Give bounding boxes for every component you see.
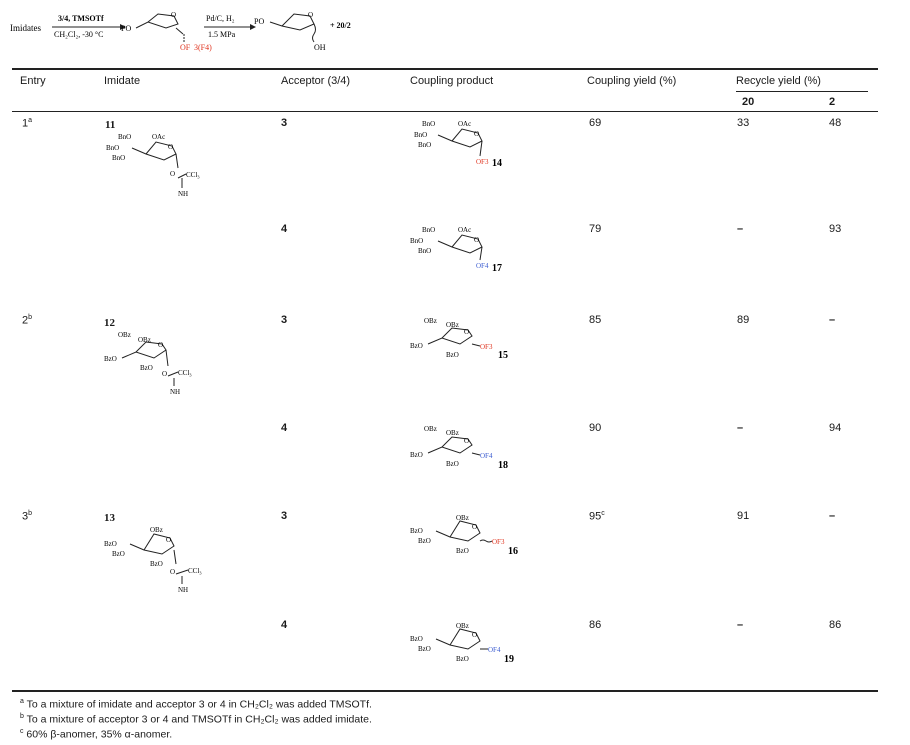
footnote-b: $^b$ To a mixture of acceptor 3 or 4 and TMSOTf in CH₂Cl₂ was added imidate. (20, 713, 372, 726)
recycle-20-cell: – (737, 223, 744, 235)
svg-text:BnO: BnO (418, 247, 432, 255)
product-number: 14 (492, 158, 502, 169)
svg-text:BnO: BnO (106, 144, 120, 152)
svg-text:CCl₃: CCl₃ (188, 567, 202, 575)
header-bottom-rule (12, 111, 878, 112)
product-number: 17 (492, 263, 502, 274)
coupling-yield-cell: 90 (589, 422, 602, 434)
oh-label: OH (314, 43, 326, 52)
imidate-11-structure (100, 130, 210, 202)
svg-text:OBz: OBz (150, 526, 163, 534)
recycle-2-cell: – (829, 510, 836, 522)
svg-text:O: O (474, 130, 480, 138)
header-coupling-yield: Coupling yield (%) (587, 75, 677, 87)
recycle-20-cell: – (737, 619, 744, 631)
product-number: 18 (498, 460, 508, 471)
arrow2-top: Pd/C, H₂ (206, 14, 235, 23)
recycle-2-cell: – (829, 314, 836, 326)
svg-text:BzO: BzO (410, 451, 423, 459)
svg-text:BzO: BzO (410, 527, 423, 535)
imidate-number: 12 (104, 317, 115, 329)
imidate-number: 13 (104, 512, 115, 524)
plus-recycle: + 20/2 (330, 21, 351, 30)
svg-text:BzO: BzO (446, 351, 459, 359)
svg-text:BzO: BzO (112, 550, 125, 558)
coupling-yield-cell: 79 (589, 223, 602, 235)
svg-text:O: O (170, 170, 176, 178)
arrow1-bottom: CH₂Cl₂, -30 °C (54, 30, 104, 39)
svg-text:O: O (158, 341, 164, 349)
svg-text:OAc: OAc (152, 133, 166, 141)
svg-text:BzO: BzO (446, 460, 459, 468)
svg-text:OF3: OF3 (476, 158, 489, 166)
product-number: 15 (498, 350, 508, 361)
recycle-20-cell: 89 (737, 314, 750, 326)
footnote-a: $^a$ To a mixture of imidate and acceptor 3 or 4 in CH₂Cl₂ was added TMSOTf. (20, 698, 372, 711)
svg-text:BnO: BnO (414, 131, 428, 139)
po-label-1: PO (121, 24, 132, 33)
imidate-13-structure (102, 522, 222, 596)
product-16-structure (408, 510, 532, 560)
anomeric-sub-tail: 3(F4) (194, 43, 212, 52)
acceptor-cell: 3 (281, 314, 288, 326)
svg-text:OF4: OF4 (488, 646, 501, 654)
entry-cell: 3$^b$ (22, 510, 33, 523)
svg-text:BzO: BzO (456, 655, 469, 663)
header-product: Coupling product (410, 75, 494, 87)
svg-text:BnO: BnO (112, 154, 126, 162)
header-recycle-2: 2 (829, 96, 836, 108)
footnote-c: $^c$ 60% β-anomer, 35% α-anomer. (20, 728, 173, 741)
svg-text:BzO: BzO (140, 364, 153, 372)
product-number: 19 (504, 654, 514, 665)
coupling-yield-cell: 95$^c$ (589, 510, 605, 523)
scheme-start: Imidates (10, 23, 41, 33)
acceptor-cell: 4 (281, 422, 288, 434)
svg-text:OF4: OF4 (476, 262, 489, 270)
svg-text:OBz: OBz (456, 622, 469, 630)
svg-text:BzO: BzO (418, 645, 431, 653)
header-recycle-20: 20 (742, 96, 755, 108)
svg-text:BnO: BnO (418, 141, 432, 149)
svg-text:OBz: OBz (446, 429, 459, 437)
product-14-structure (414, 118, 524, 174)
svg-text:BzO: BzO (418, 537, 431, 545)
svg-text:NH: NH (178, 586, 189, 594)
arrow1-top: 3/4, TMSOTf (58, 14, 104, 23)
product-17-structure (410, 224, 520, 280)
coupling-yield-cell: 85 (589, 314, 602, 326)
svg-text:CCl₃: CCl₃ (186, 171, 200, 179)
recycle-2-cell: 93 (829, 223, 842, 235)
header-recycle-yield: Recycle yield (%) (736, 75, 821, 87)
svg-text:OBz: OBz (424, 317, 437, 325)
imidate-12-structure (102, 328, 212, 398)
svg-text:O: O (464, 437, 470, 445)
svg-text:O: O (166, 536, 172, 544)
svg-text:OAc: OAc (458, 120, 472, 128)
recycle-20-cell: – (737, 422, 744, 434)
svg-text:OBz: OBz (424, 425, 437, 433)
svg-text:OF4: OF4 (480, 452, 493, 460)
svg-text:BnO: BnO (422, 226, 436, 234)
svg-text:OAc: OAc (458, 226, 472, 234)
recycle-subrule (736, 91, 868, 92)
svg-text:OBz: OBz (446, 321, 459, 329)
header-entry: Entry (20, 75, 46, 87)
recycle-2-cell: 48 (829, 117, 842, 129)
table-bottom-rule (12, 690, 878, 692)
product-number: 16 (508, 546, 518, 557)
svg-text:OBz: OBz (138, 336, 151, 344)
svg-text:O: O (171, 11, 177, 19)
recycle-2-cell: 94 (829, 422, 842, 434)
product-15-structure (408, 314, 528, 364)
recycle-20-cell: 33 (737, 117, 750, 129)
svg-text:O: O (168, 143, 174, 151)
svg-text:BnO: BnO (422, 120, 436, 128)
svg-text:CCl₃: CCl₃ (178, 369, 192, 377)
svg-text:BnO: BnO (410, 237, 424, 245)
svg-text:BzO: BzO (456, 547, 469, 555)
acceptor-cell: 3 (281, 117, 288, 129)
svg-text:BzO: BzO (104, 540, 117, 548)
svg-text:O: O (308, 11, 314, 19)
table-top-rule (12, 68, 878, 70)
acceptor-cell: 4 (281, 223, 288, 235)
arrow2-bottom: 1.5 MPa (208, 30, 236, 39)
acceptor-cell: 3 (281, 510, 288, 522)
svg-text:O: O (472, 631, 478, 639)
recycle-2-cell: 86 (829, 619, 842, 631)
svg-text:BzO: BzO (410, 342, 423, 350)
svg-text:OF3: OF3 (492, 538, 505, 546)
svg-text:BnO: BnO (118, 133, 132, 141)
svg-text:BzO: BzO (150, 560, 163, 568)
header-imidate: Imidate (104, 75, 141, 87)
svg-text:BzO: BzO (410, 635, 423, 643)
acceptor-cell: 4 (281, 619, 288, 631)
svg-text:O: O (162, 370, 168, 378)
po-label-2: PO (254, 17, 265, 26)
scheme-graphic (8, 4, 388, 56)
product-18-structure (408, 422, 528, 472)
coupling-yield-cell: 86 (589, 619, 602, 631)
svg-text:O: O (472, 523, 478, 531)
recycle-20-cell: 91 (737, 510, 750, 522)
product-19-structure (408, 618, 532, 668)
svg-text:OBz: OBz (118, 331, 131, 339)
coupling-yield-cell: 69 (589, 117, 602, 129)
entry-cell: 1$^a$ (22, 117, 33, 130)
svg-text:NH: NH (170, 388, 181, 396)
entry-cell: 2$^b$ (22, 314, 33, 327)
svg-text:NH: NH (178, 190, 189, 198)
imidate-number: 11 (105, 119, 116, 131)
svg-text:O: O (474, 236, 480, 244)
svg-text:O: O (464, 328, 470, 336)
header-acceptor: Acceptor (3/4) (281, 75, 351, 87)
svg-text:BzO: BzO (104, 355, 117, 363)
svg-text:OBz: OBz (456, 514, 469, 522)
svg-text:O: O (170, 568, 176, 576)
svg-text:OF3: OF3 (480, 343, 493, 351)
anomeric-sub: OF (180, 43, 191, 52)
